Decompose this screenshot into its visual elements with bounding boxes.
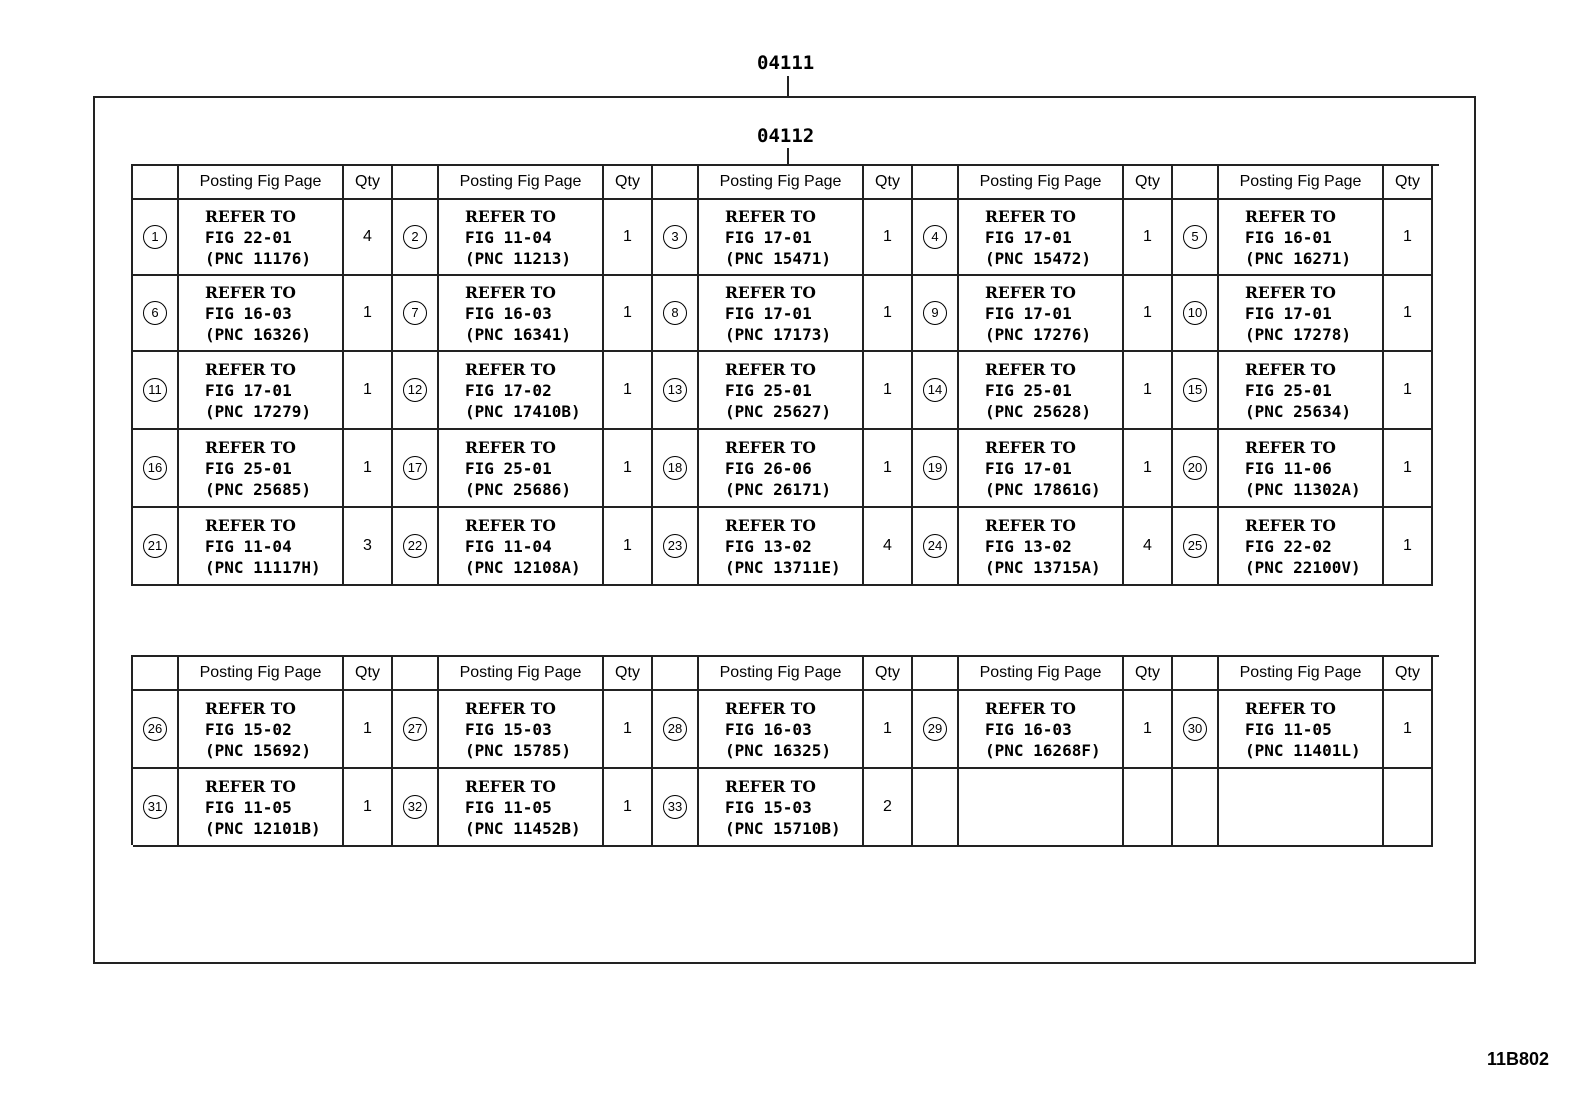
item-number-circle: 11	[143, 378, 167, 402]
quantity-cell: 1	[1384, 276, 1433, 352]
quantity-cell: 1	[1384, 508, 1433, 586]
refer-to-text: REFER TO	[725, 776, 816, 796]
item-number-cell	[913, 691, 959, 769]
quantity-cell: 4	[1124, 508, 1173, 586]
posting-fig-page-cell	[439, 430, 604, 508]
quantity-cell: 1	[1384, 691, 1433, 769]
posting-fig-page-cell	[699, 769, 864, 847]
pnc-code: (PNC 16326)	[205, 324, 311, 344]
item-number-cell	[393, 430, 439, 508]
quantity-cell: 1	[1384, 200, 1433, 276]
header-qty: Qty	[864, 166, 913, 200]
posting-fig-page-cell	[179, 276, 344, 352]
fig-reference: FIG 11-06	[1245, 458, 1332, 478]
item-number-cell	[913, 430, 959, 508]
pnc-code: (PNC 11117H)	[205, 557, 321, 577]
pnc-code: (PNC 25628)	[985, 401, 1091, 421]
fig-reference: FIG 22-01	[205, 227, 292, 247]
pnc-code: (PNC 25686)	[465, 479, 571, 499]
item-number-circle: 23	[663, 534, 687, 558]
pnc-code: (PNC 25627)	[725, 401, 831, 421]
pnc-code: (PNC 17276)	[985, 324, 1091, 344]
quantity-cell: 4	[864, 508, 913, 586]
posting-fig-page-cell	[179, 430, 344, 508]
item-number-cell	[133, 691, 179, 769]
item-number-circle: 14	[923, 378, 947, 402]
item-number-cell	[913, 276, 959, 352]
pnc-code: (PNC 17279)	[205, 401, 311, 421]
item-number-cell	[653, 508, 699, 586]
item-number-cell	[393, 276, 439, 352]
posting-fig-page-cell	[959, 691, 1124, 769]
posting-fig-page-cell	[1219, 691, 1384, 769]
quantity-cell: 1	[864, 691, 913, 769]
posting-fig-page-cell	[179, 769, 344, 847]
header-number-cell	[393, 166, 439, 200]
item-number-circle: 12	[403, 378, 427, 402]
item-number-circle: 17	[403, 456, 427, 480]
fig-reference: FIG 16-03	[205, 303, 292, 323]
fig-reference: FIG 17-02	[465, 380, 552, 400]
pnc-code: (PNC 16268F)	[985, 740, 1101, 760]
fig-reference: FIG 16-03	[985, 719, 1072, 739]
quantity-cell: 1	[1124, 276, 1173, 352]
fig-reference: FIG 17-01	[725, 303, 812, 323]
header-posting-fig-page: Posting Fig Page	[699, 166, 864, 200]
quantity-cell: 1	[604, 200, 653, 276]
item-number-circle: 8	[663, 301, 687, 325]
pnc-code: (PNC 17278)	[1245, 324, 1351, 344]
pnc-code: (PNC 17173)	[725, 324, 831, 344]
item-number-circle: 10	[1183, 301, 1207, 325]
posting-fig-page-cell	[439, 691, 604, 769]
refer-to-text: REFER TO	[1245, 359, 1336, 379]
fig-reference: FIG 26-06	[725, 458, 812, 478]
fig-reference: FIG 17-01	[205, 380, 292, 400]
item-number-circle: 3	[663, 225, 687, 249]
fig-reference: FIG 15-03	[725, 797, 812, 817]
header-number-cell	[1173, 657, 1219, 691]
refer-to-text: REFER TO	[725, 437, 816, 457]
item-number-cell	[1173, 691, 1219, 769]
quantity-cell: 1	[344, 691, 393, 769]
item-number-cell	[133, 276, 179, 352]
fig-reference: FIG 25-01	[1245, 380, 1332, 400]
item-number-cell	[913, 508, 959, 586]
parts-table-1	[131, 164, 1439, 586]
posting-fig-page-cell	[699, 276, 864, 352]
posting-fig-page-cell	[1219, 769, 1384, 847]
item-number-cell	[393, 769, 439, 847]
item-number-cell	[393, 691, 439, 769]
pnc-code: (PNC 16325)	[725, 740, 831, 760]
fig-reference: FIG 25-01	[985, 380, 1072, 400]
item-number-cell	[653, 352, 699, 430]
pnc-code: (PNC 25634)	[1245, 401, 1351, 421]
pnc-code: (PNC 11176)	[205, 248, 311, 268]
posting-fig-page-cell	[1219, 508, 1384, 586]
item-number-cell	[1173, 200, 1219, 276]
refer-to-text: REFER TO	[205, 515, 296, 535]
refer-to-text: REFER TO	[1245, 515, 1336, 535]
item-number-circle: 28	[663, 717, 687, 741]
quantity-cell: 1	[1384, 352, 1433, 430]
posting-fig-page-cell	[179, 508, 344, 586]
quantity-cell: 1	[1124, 691, 1173, 769]
refer-to-text: REFER TO	[465, 515, 556, 535]
inner-part-label: 04112	[757, 125, 815, 147]
posting-fig-page-cell	[439, 352, 604, 430]
quantity-cell: 1	[1124, 430, 1173, 508]
header-posting-fig-page: Posting Fig Page	[439, 657, 604, 691]
quantity-cell: 1	[864, 352, 913, 430]
item-number-circle: 7	[403, 301, 427, 325]
posting-fig-page-cell	[959, 200, 1124, 276]
pnc-code: (PNC 13715A)	[985, 557, 1101, 577]
item-number-circle: 1	[143, 225, 167, 249]
fig-reference: FIG 13-02	[725, 536, 812, 556]
header-qty: Qty	[604, 166, 653, 200]
refer-to-text: REFER TO	[1245, 437, 1336, 457]
quantity-cell: 1	[344, 430, 393, 508]
refer-to-text: REFER TO	[465, 282, 556, 302]
quantity-cell: 1	[604, 276, 653, 352]
refer-to-text: REFER TO	[465, 698, 556, 718]
item-number-cell	[1173, 352, 1219, 430]
item-number-circle: 18	[663, 456, 687, 480]
pnc-code: (PNC 11213)	[465, 248, 571, 268]
header-number-cell	[1173, 166, 1219, 200]
pnc-code: (PNC 16271)	[1245, 248, 1351, 268]
posting-fig-page-cell	[959, 508, 1124, 586]
parts-table-2	[131, 655, 1439, 845]
refer-to-text: REFER TO	[985, 282, 1076, 302]
item-number-circle: 6	[143, 301, 167, 325]
header-posting-fig-page: Posting Fig Page	[959, 657, 1124, 691]
header-qty: Qty	[344, 657, 393, 691]
item-number-circle: 25	[1183, 534, 1207, 558]
fig-reference: FIG 16-01	[1245, 227, 1332, 247]
item-number-circle: 22	[403, 534, 427, 558]
header-qty: Qty	[604, 657, 653, 691]
item-number-circle: 2	[403, 225, 427, 249]
header-number-cell	[653, 657, 699, 691]
quantity-cell	[1384, 769, 1433, 847]
item-number-cell	[1173, 430, 1219, 508]
item-number-cell	[653, 276, 699, 352]
item-number-cell	[653, 691, 699, 769]
quantity-cell: 1	[604, 769, 653, 847]
refer-to-text: REFER TO	[985, 437, 1076, 457]
refer-to-text: REFER TO	[985, 359, 1076, 379]
quantity-cell: 3	[344, 508, 393, 586]
fig-reference: FIG 11-05	[465, 797, 552, 817]
fig-reference: FIG 16-03	[725, 719, 812, 739]
posting-fig-page-cell	[439, 508, 604, 586]
header-posting-fig-page: Posting Fig Page	[439, 166, 604, 200]
fig-reference: FIG 17-01	[985, 458, 1072, 478]
item-number-circle: 24	[923, 534, 947, 558]
item-number-cell	[133, 200, 179, 276]
item-number-circle: 33	[663, 795, 687, 819]
item-number-circle: 32	[403, 795, 427, 819]
refer-to-text: REFER TO	[465, 437, 556, 457]
header-qty: Qty	[1384, 657, 1433, 691]
pnc-code: (PNC 26171)	[725, 479, 831, 499]
refer-to-text: REFER TO	[725, 698, 816, 718]
item-number-cell	[133, 430, 179, 508]
quantity-cell: 1	[1124, 352, 1173, 430]
pnc-code: (PNC 15692)	[205, 740, 311, 760]
refer-to-text: REFER TO	[205, 776, 296, 796]
pnc-code: (PNC 22100V)	[1245, 557, 1361, 577]
header-posting-fig-page: Posting Fig Page	[699, 657, 864, 691]
pnc-code: (PNC 11401L)	[1245, 740, 1361, 760]
fig-reference: FIG 17-01	[985, 303, 1072, 323]
inner-leader-line	[787, 148, 789, 164]
fig-reference: FIG 11-04	[205, 536, 292, 556]
posting-fig-page-cell	[439, 200, 604, 276]
posting-fig-page-cell	[699, 430, 864, 508]
item-number-circle: 30	[1183, 717, 1207, 741]
fig-reference: FIG 25-01	[205, 458, 292, 478]
item-number-circle: 16	[143, 456, 167, 480]
item-number-cell	[393, 352, 439, 430]
item-number-cell	[1173, 276, 1219, 352]
item-number-circle: 15	[1183, 378, 1207, 402]
fig-reference: FIG 22-02	[1245, 536, 1332, 556]
refer-to-text: REFER TO	[205, 282, 296, 302]
header-posting-fig-page: Posting Fig Page	[1219, 166, 1384, 200]
refer-to-text: REFER TO	[985, 698, 1076, 718]
fig-reference: FIG 11-04	[465, 227, 552, 247]
posting-fig-page-cell	[959, 352, 1124, 430]
quantity-cell: 1	[1124, 200, 1173, 276]
fig-reference: FIG 17-01	[985, 227, 1072, 247]
diagram-code: 11B802	[1487, 1049, 1550, 1069]
item-number-cell	[133, 508, 179, 586]
posting-fig-page-cell	[179, 200, 344, 276]
quantity-cell: 1	[1384, 430, 1433, 508]
refer-to-text: REFER TO	[985, 515, 1076, 535]
header-qty: Qty	[1124, 657, 1173, 691]
item-number-cell	[133, 352, 179, 430]
quantity-cell: 1	[344, 276, 393, 352]
refer-to-text: REFER TO	[465, 206, 556, 226]
header-number-cell	[133, 657, 179, 691]
quantity-cell: 1	[864, 276, 913, 352]
posting-fig-page-cell	[1219, 276, 1384, 352]
item-number-circle: 20	[1183, 456, 1207, 480]
fig-reference: FIG 25-01	[725, 380, 812, 400]
pnc-code: (PNC 15785)	[465, 740, 571, 760]
quantity-cell: 1	[604, 352, 653, 430]
fig-reference: FIG 25-01	[465, 458, 552, 478]
posting-fig-page-cell	[179, 352, 344, 430]
refer-to-text: REFER TO	[1245, 282, 1336, 302]
fig-reference: FIG 13-02	[985, 536, 1072, 556]
header-number-cell	[913, 657, 959, 691]
header-posting-fig-page: Posting Fig Page	[179, 166, 344, 200]
item-number-cell	[1173, 508, 1219, 586]
pnc-code: (PNC 15471)	[725, 248, 831, 268]
item-number-cell	[913, 352, 959, 430]
item-number-cell	[913, 769, 959, 847]
pnc-code: (PNC 12108A)	[465, 557, 581, 577]
item-number-circle: 19	[923, 456, 947, 480]
item-number-circle: 27	[403, 717, 427, 741]
refer-to-text: REFER TO	[205, 206, 296, 226]
fig-reference: FIG 15-02	[205, 719, 292, 739]
header-qty: Qty	[344, 166, 393, 200]
item-number-circle: 21	[143, 534, 167, 558]
refer-to-text: REFER TO	[205, 698, 296, 718]
item-number-circle: 9	[923, 301, 947, 325]
refer-to-text: REFER TO	[465, 776, 556, 796]
refer-to-text: REFER TO	[725, 359, 816, 379]
quantity-cell: 1	[344, 352, 393, 430]
refer-to-text: REFER TO	[985, 206, 1076, 226]
fig-reference: FIG 17-01	[1245, 303, 1332, 323]
quantity-cell: 2	[864, 769, 913, 847]
item-number-circle: 31	[143, 795, 167, 819]
pnc-code: (PNC 12101B)	[205, 818, 321, 838]
pnc-code: (PNC 13711E)	[725, 557, 841, 577]
fig-reference: FIG 11-05	[1245, 719, 1332, 739]
item-number-cell	[393, 508, 439, 586]
refer-to-text: REFER TO	[465, 359, 556, 379]
fig-reference: FIG 15-03	[465, 719, 552, 739]
refer-to-text: REFER TO	[1245, 206, 1336, 226]
posting-fig-page-cell	[1219, 430, 1384, 508]
posting-fig-page-cell	[179, 691, 344, 769]
refer-to-text: REFER TO	[1245, 698, 1336, 718]
header-number-cell	[913, 166, 959, 200]
item-number-cell	[653, 430, 699, 508]
posting-fig-page-cell	[439, 276, 604, 352]
quantity-cell: 1	[604, 430, 653, 508]
item-number-circle: 29	[923, 717, 947, 741]
refer-to-text: REFER TO	[205, 359, 296, 379]
refer-to-text: REFER TO	[725, 515, 816, 535]
quantity-cell: 1	[864, 200, 913, 276]
pnc-code: (PNC 15472)	[985, 248, 1091, 268]
posting-fig-page-cell	[699, 200, 864, 276]
item-number-circle: 4	[923, 225, 947, 249]
posting-fig-page-cell	[1219, 200, 1384, 276]
pnc-code: (PNC 17861G)	[985, 479, 1101, 499]
pnc-code: (PNC 17410B)	[465, 401, 581, 421]
header-number-cell	[653, 166, 699, 200]
header-number-cell	[393, 657, 439, 691]
posting-fig-page-cell	[959, 430, 1124, 508]
item-number-cell	[653, 200, 699, 276]
fig-reference: FIG 11-05	[205, 797, 292, 817]
quantity-cell: 1	[344, 769, 393, 847]
header-number-cell	[133, 166, 179, 200]
fig-reference: FIG 16-03	[465, 303, 552, 323]
pnc-code: (PNC 11452B)	[465, 818, 581, 838]
refer-to-text: REFER TO	[725, 206, 816, 226]
posting-fig-page-cell	[699, 352, 864, 430]
fig-reference: FIG 17-01	[725, 227, 812, 247]
quantity-cell: 1	[604, 508, 653, 586]
posting-fig-page-cell	[959, 769, 1124, 847]
header-qty: Qty	[1124, 166, 1173, 200]
posting-fig-page-cell	[699, 508, 864, 586]
posting-fig-page-cell	[1219, 352, 1384, 430]
quantity-cell	[1124, 769, 1173, 847]
item-number-cell	[913, 200, 959, 276]
outer-leader-line	[787, 76, 789, 96]
pnc-code: (PNC 15710B)	[725, 818, 841, 838]
item-number-circle: 13	[663, 378, 687, 402]
header-qty: Qty	[864, 657, 913, 691]
fig-reference: FIG 11-04	[465, 536, 552, 556]
quantity-cell: 4	[344, 200, 393, 276]
refer-to-text: REFER TO	[725, 282, 816, 302]
pnc-code: (PNC 25685)	[205, 479, 311, 499]
quantity-cell: 1	[604, 691, 653, 769]
refer-to-text: REFER TO	[205, 437, 296, 457]
posting-fig-page-cell	[439, 769, 604, 847]
header-posting-fig-page: Posting Fig Page	[959, 166, 1124, 200]
outer-part-label: 04111	[757, 52, 815, 74]
item-number-cell	[393, 200, 439, 276]
item-number-cell	[1173, 769, 1219, 847]
pnc-code: (PNC 11302A)	[1245, 479, 1361, 499]
header-posting-fig-page: Posting Fig Page	[1219, 657, 1384, 691]
item-number-cell	[133, 769, 179, 847]
item-number-circle: 5	[1183, 225, 1207, 249]
pnc-code: (PNC 16341)	[465, 324, 571, 344]
item-number-cell	[653, 769, 699, 847]
header-qty: Qty	[1384, 166, 1433, 200]
posting-fig-page-cell	[699, 691, 864, 769]
quantity-cell: 1	[864, 430, 913, 508]
item-number-circle: 26	[143, 717, 167, 741]
header-posting-fig-page: Posting Fig Page	[179, 657, 344, 691]
posting-fig-page-cell	[959, 276, 1124, 352]
